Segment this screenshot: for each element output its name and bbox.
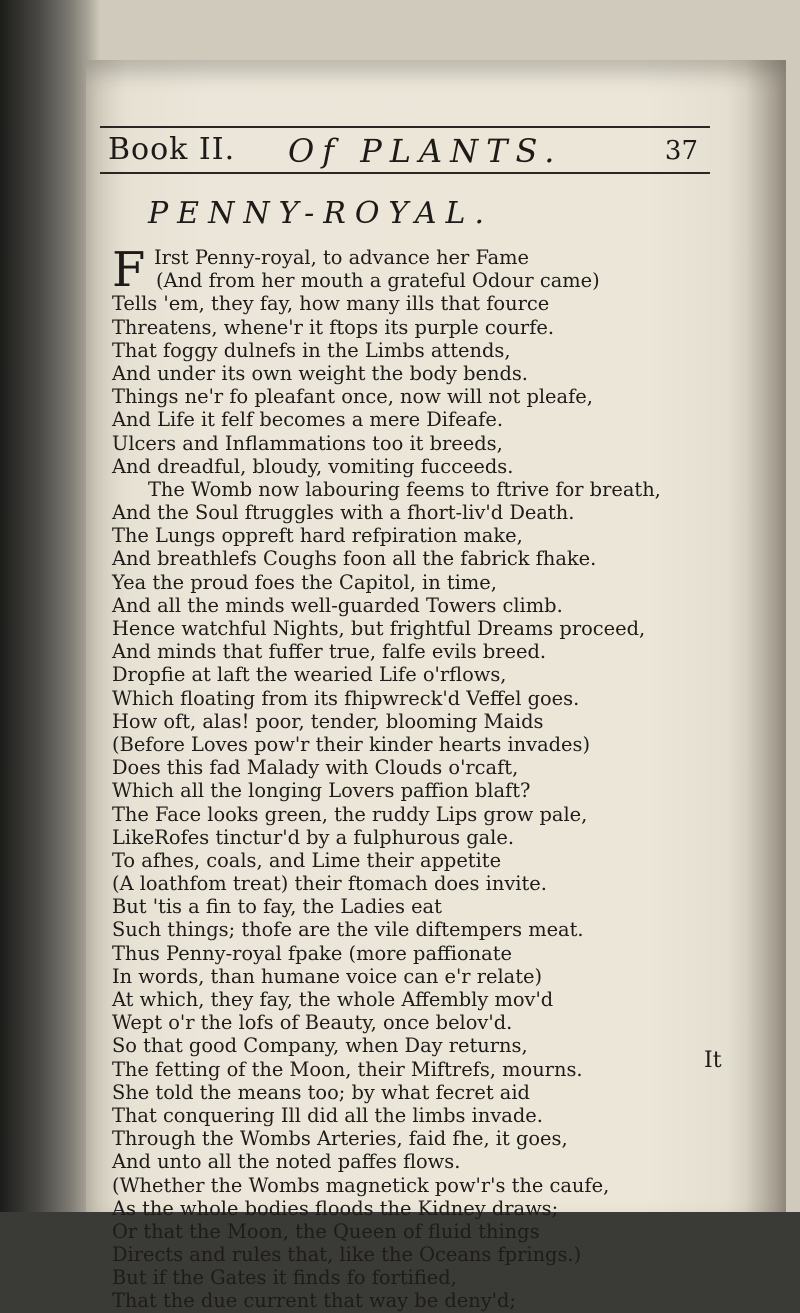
- catchword: It: [704, 1048, 722, 1073]
- poem-line: In words, than humane voice can e'r relate): [112, 964, 543, 988]
- poem-line: But if the Gates it finds fo fortified,: [112, 1266, 457, 1290]
- poem-line: Through the Wombs Arteries, faid fhe, it goes,: [112, 1127, 568, 1151]
- poem-line: She told the means too; by what fecret aid: [112, 1080, 530, 1104]
- poem-line: That conquering Ill did all the limbs invade.: [112, 1103, 543, 1127]
- poem-line: To afhes, coals, and Lime their appetite: [112, 848, 502, 872]
- poem-line: LikeRofes tinctur'd by a fulphurous gale.: [112, 825, 515, 849]
- poem-line: Directs and rules that, like the Oceans fprings.): [112, 1243, 582, 1267]
- poem-line: How oft, alas! poor, tender, blooming Maids: [112, 709, 544, 733]
- poem-line: Such things; thofe are the vile diftempers meat.: [112, 918, 584, 942]
- poem-line: Which all the longing Lovers paffion blaft?: [112, 779, 531, 803]
- poem-line: And dreadful, bloudy, vomiting fucceeds.: [112, 454, 514, 478]
- poem-line: Ulcers and Inflammations too it breeds,: [112, 431, 503, 455]
- poem-line: Which floating from its fhipwreck'd Veffel goes.: [112, 686, 580, 710]
- poem-line: (And from her mouth a grateful Odour came): [156, 269, 600, 293]
- poem-line: Yea the proud foes the Capitol, in time,: [112, 570, 497, 594]
- drop-capital: F: [112, 242, 146, 298]
- poem-line: That foggy dulnefs in the Limbs attends,: [112, 338, 511, 362]
- poem-line: That the due current that way be deny'd;: [112, 1289, 516, 1313]
- poem-line: The Womb now labouring feems to ftrive for breath,: [148, 477, 661, 501]
- poem-line: And Life it felf becomes a mere Difeafe.: [112, 408, 503, 432]
- poem-line: So that good Company, when Day returns,: [112, 1034, 528, 1058]
- poem-line: Or that the Moon, the Queen of fluid things: [112, 1219, 540, 1243]
- poem-line: At which, they fay, the whole Affembly mov'd: [112, 988, 554, 1011]
- poem-line: And unto all the noted paffes flows.: [112, 1150, 461, 1174]
- poem-line: (A loathfom treat) their ftomach does invite.: [112, 872, 547, 896]
- poem-line: Hence watchful Nights, but frightful Dreams proceed,: [112, 617, 646, 640]
- poem-line: Irst Penny-royal, to advance her Fame: [154, 246, 530, 269]
- poem-line: Dropfie at laft the wearied Life o'rflows,: [112, 663, 507, 687]
- poem-line: And the Soul ftruggles with a fhort-liv'd Death.: [112, 501, 575, 525]
- running-title: Of PLANTS.: [288, 132, 563, 170]
- header-rule-bottom: [100, 172, 710, 174]
- poem-line: And minds that fuffer true, falfe evils breed.: [112, 640, 547, 664]
- page-header: [108, 132, 698, 172]
- poem-line: The fetting of the Moon, their Miftrefs, mourns.: [112, 1057, 583, 1081]
- poem-line: But 'tis a fin to fay, the Ladies eat: [112, 895, 442, 919]
- poem-line: Thus Penny-royal fpake (more paffionate: [112, 941, 512, 965]
- poem-line: As the whole bodies floods the Kidney draws;: [112, 1196, 559, 1220]
- poem-line: And all the minds well-guarded Towers climb.: [112, 593, 563, 617]
- poem-line: (Whether the Wombs magnetick pow'r's the caufe,: [112, 1173, 610, 1197]
- poem-title: PENNY-ROYAL.: [148, 196, 494, 231]
- poem-line: Threatens, whene'r it ftops its purple courfe.: [112, 315, 555, 339]
- page-number: 37: [664, 136, 698, 166]
- header-rule-top: [100, 126, 710, 128]
- poem-line: Tells 'em, they fay, how many ills that fource: [112, 292, 550, 316]
- poem-line: Wept o'r the lofs of Beauty, once belov'd.: [112, 1011, 513, 1035]
- poem-line: The Lungs oppreft hard refpiration make,: [112, 524, 523, 548]
- poem-body: [112, 242, 692, 1313]
- poem-line: Things ne'r fo pleafant once, now will not pleafe,: [112, 385, 593, 409]
- poem-line: And breathlefs Coughs foon all the fabrick fhake.: [112, 547, 597, 571]
- poem-line: And under its own weight the body bends.: [112, 361, 528, 385]
- poem-line: Does this fad Malady with Clouds o'rcaft,: [112, 756, 519, 780]
- poem-line: The Face looks green, the ruddy Lips grow pale,: [112, 802, 588, 826]
- poem-line: (Before Loves pow'r their kinder hearts invades): [112, 732, 591, 756]
- running-head: Book II.: [108, 132, 236, 167]
